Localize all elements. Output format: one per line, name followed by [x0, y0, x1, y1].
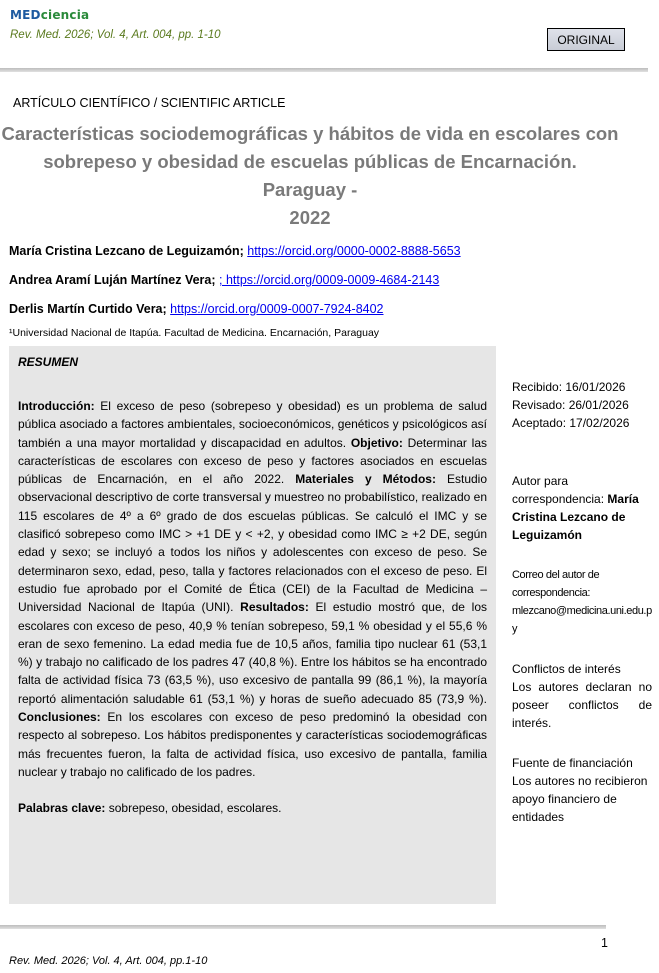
- abstract-body: [18, 397, 487, 781]
- email-label: Correo del autor de correspondencia:: [512, 569, 600, 599]
- title-line: sobrepeso y obesidad de escuelas públicas de Encarnación. Paraguay -: [43, 151, 577, 200]
- logo-text-ciencia: ciencia: [40, 8, 90, 22]
- conflicts-text: Los autores declaran no poseer conflictos de interés.: [512, 680, 652, 730]
- header-journal-reference: Rev. Med. 2026; Vol. 4, Art. 004, pp. 1-10: [10, 29, 221, 41]
- header-divider: [0, 68, 648, 72]
- email-block: [512, 566, 652, 638]
- methods-text: Estudio observacional descriptivo de corte transversal y muestreo no probabilístico, realizado en 115 escolares de 4º a 6º grado de dos escuelas públicas. Se calculó el IMC y se clasificó sobrepeso como IMC > +1 DE y < +2, y obesidad como IMC ≥ +2 DE, según edad y sexo; se incluyó a todos los niños y adolescentes con exceso de peso. Se determinaron sexo, edad, peso, talla y factores relacionados con el exceso de peso. El estudio fue aprobado por el Comité de Ética (CEI) de la Facultad de Medicina – Universidad Nacional de Itapúa (UNI).: [18, 472, 488, 615]
- objective-text: Determinar las características de escolares con exceso de peso y factores asociados en escuelas públicas de Encarnación, en el año 2022.: [18, 435, 488, 487]
- author-name: Andrea Aramí Luján Martínez Vera;: [9, 273, 220, 287]
- author-1: [9, 242, 659, 260]
- corr-label: Autor para correspondencia:: [512, 474, 605, 506]
- conflicts-block: [512, 660, 652, 732]
- author-3: [9, 300, 659, 318]
- conclusions-label: Conclusiones:: [18, 710, 101, 725]
- intro-label: Introducción:: [18, 399, 95, 413]
- author-2: [9, 271, 659, 289]
- funding-heading: Fuente de financiación: [512, 756, 633, 770]
- title-line: Características sociodemográficas y hábitos de vida en escolares con: [1, 123, 619, 144]
- article-title: [0, 120, 620, 232]
- logo-text-med: MED: [10, 8, 41, 22]
- article-type: ARTÍCULO CIENTÍFICO / SCIENTIFIC ARTICLE: [13, 96, 286, 110]
- accepted-date: Aceptado: 17/02/2026: [512, 416, 630, 430]
- keywords-label: Palabras clave:: [18, 801, 106, 816]
- author-name: María Cristina Lezcano de Leguizamón;: [9, 244, 248, 258]
- orcid-link[interactable]: https://orcid.org/0009-0007-7924-8402: [170, 302, 384, 316]
- author-name: Derlis Martín Curtido Vera;: [9, 302, 171, 316]
- front-matter: [0, 94, 659, 340]
- abstract-heading: RESUMEN: [18, 355, 79, 369]
- keywords-text: sobrepeso, obesidad, escolares.: [105, 801, 282, 816]
- objective-label: Objetivo:: [350, 435, 403, 450]
- results-label: Resultados:: [240, 600, 309, 615]
- funding-block: [512, 754, 652, 826]
- orcid-link[interactable]: https://orcid.org/0000-0002-8888-5653: [247, 244, 461, 258]
- author-list: [9, 242, 659, 318]
- original-badge: ORIGINAL: [547, 28, 625, 51]
- keywords: [18, 800, 487, 816]
- results-text: El estudio mostró que, de los escolares con exceso de peso, 40,9 % tenían sobrepeso, 59,1 % obesidad y el 55,6 % eran de sexo femenino. La edad media fue de 10,5 años, familia tipo nuclear 61 (53,1 %) y trabajo no calificado de los padres 47 (40,8 %). Entre los hábitos se ha encontrado falta de actividad física 73 (63,5 %), uso excesivo de pantalla 99 (86,1 %), la mayoría reportó alimentación saludable 61 (53,1 %) y horas de sueño adecuado 85 (73,9 %).: [18, 600, 487, 706]
- dates-block: [512, 378, 652, 432]
- funding-text: Los autores no recibieron apoyo financiero de entidades: [512, 774, 648, 824]
- footer-divider: [0, 925, 606, 929]
- abstract-box: [9, 346, 496, 904]
- email-address[interactable]: mlezcano@medicina.uni.edu.py: [512, 605, 652, 635]
- footer-journal-reference: Rev. Med. 2026; Vol. 4, Art. 004, pp.1-10: [9, 955, 208, 967]
- affiliation: ¹Universidad Nacional de Itapúa. Facultad de Medicina. Encarnación, Paraguay: [9, 327, 380, 339]
- methods-label: Materiales y Métodos:: [295, 472, 436, 487]
- corr-name: María Cristina Lezcano de Leguizamón: [512, 492, 639, 542]
- conclusions-text: En los escolares con exceso de peso predominó la obesidad con respecto al sobrepeso. Los hábitos predisponentes y características sociodemográficas más frecuentes fueron, la falta de actividad física, uso excesivo de pantalla, familia nuclear y trabajo no calificado de los padres.: [18, 710, 487, 779]
- journal-logo: [10, 6, 110, 28]
- intro-text: El exceso de peso (sobrepeso y obesidad) es un problema de salud pública asociado a factores ambientales, socioeconómicos, genéticos y psicológicos así también a una mayor mortalidad y discapacidad en adultos.: [18, 399, 487, 450]
- revised-date: Revisado: 26/01/2026: [512, 398, 629, 412]
- received-date: Recibido: 16/01/2026: [512, 380, 626, 394]
- orcid-link[interactable]: ; https://orcid.org/0009-0009-4684-2143: [219, 273, 440, 287]
- conflicts-heading: Conflictos de interés: [512, 662, 621, 676]
- title-line: 2022: [289, 207, 331, 228]
- corresponding-author: [512, 472, 652, 544]
- page-number: 1: [601, 936, 608, 950]
- sidebar: [512, 378, 652, 848]
